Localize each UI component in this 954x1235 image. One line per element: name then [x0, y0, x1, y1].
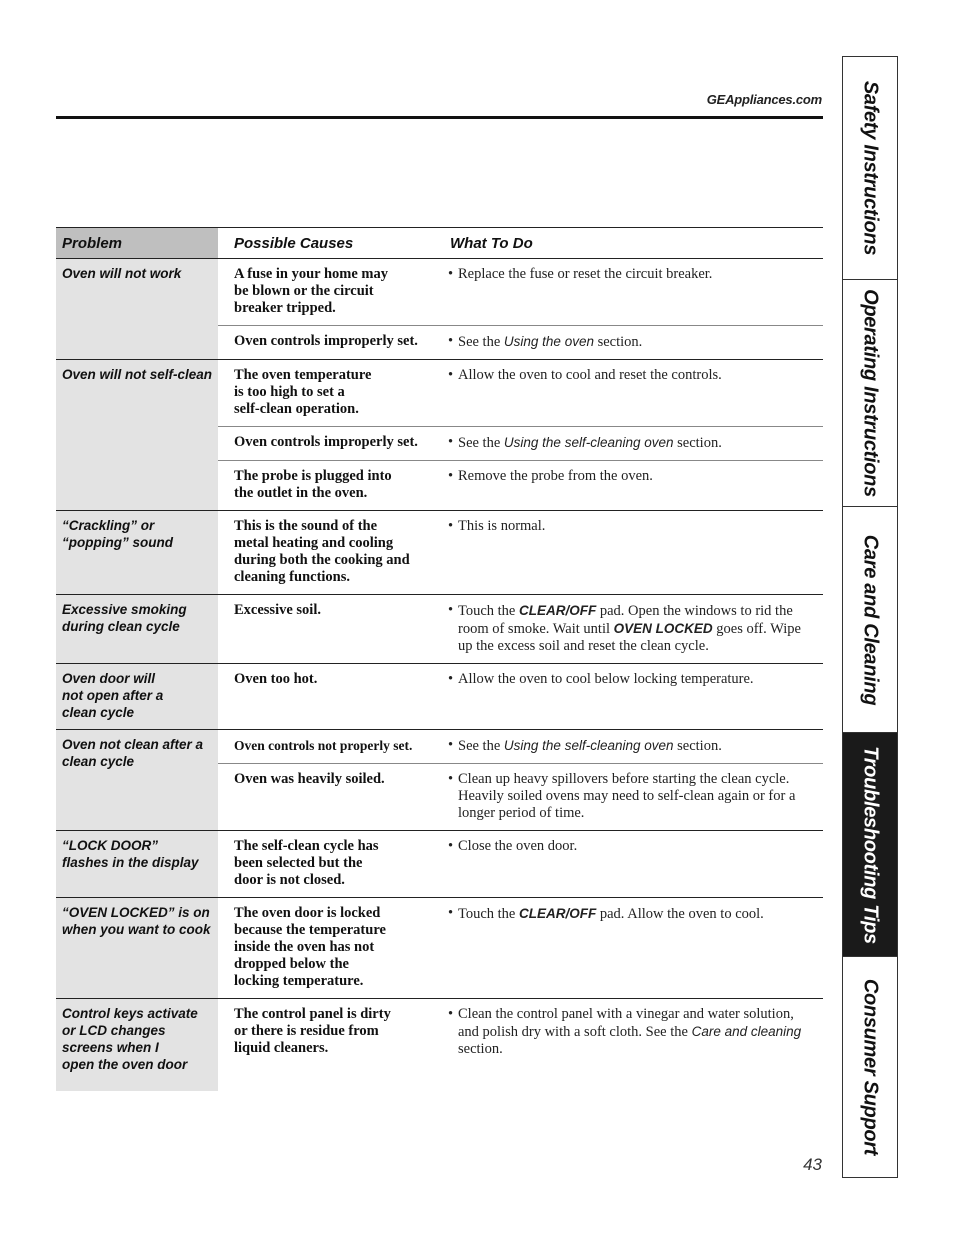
todo-text: See the [458, 738, 504, 754]
table-row [56, 831, 823, 898]
todo-cell [434, 326, 823, 360]
todo-text: Touch the [458, 906, 519, 922]
tab-label: Operating Instructions [859, 289, 882, 497]
tab-operating-instructions[interactable] [843, 280, 897, 507]
table-row [56, 664, 823, 730]
clear-off-pad-label: CLEAR/OFF [519, 906, 597, 921]
todo-text: Clean up heavy spillovers before starting the clean cycle. Heavily soiled ovens may need to self-clean again or for a longer period of time. [458, 771, 796, 821]
todo-text: pad. Open the windows to rid the room of smoke. Wait until [458, 603, 793, 637]
column-header-what-to-do: What To Do [434, 228, 823, 259]
bullet-icon: • [448, 1006, 454, 1022]
todo-cell [434, 999, 823, 1092]
bullet-icon: • [448, 771, 454, 787]
header-rule [56, 116, 823, 119]
cause-cell: Oven controls improperly set. [218, 326, 434, 360]
table-row [56, 898, 823, 999]
section-reference: Using the self-cleaning oven [503, 738, 674, 753]
cause-cell: The control panel is dirty or there is residue from liquid cleaners. [234, 1006, 391, 1056]
problem-cell: Oven door will not open after a clean cycle [56, 664, 218, 730]
cause-cell: Oven too hot. [218, 664, 434, 730]
bullet-icon: • [448, 838, 454, 854]
table-row [56, 730, 823, 764]
todo-cell [434, 360, 823, 427]
problem-cell: “Crackling” or “popping” sound [56, 511, 218, 595]
cause-cell: The self-clean cycle has been selected but the door is not closed. [218, 831, 434, 898]
table-row [56, 595, 823, 664]
todo-text: Clean the control panel with a vinegar and water solution, and polish dry with a soft cloth. See the [458, 1006, 794, 1040]
bullet-icon: • [448, 434, 454, 450]
oven-locked-label: OVEN LOCKED [613, 621, 713, 636]
cause-cell: A fuse in your home may be blown or the circuit breaker tripped. [218, 259, 434, 326]
bullet-icon: • [448, 737, 454, 753]
bullet-icon: • [448, 518, 454, 534]
todo-cell [434, 831, 823, 898]
todo-text: section. [593, 334, 643, 350]
section-tabs [842, 56, 898, 1178]
tab-label: Care and Cleaning [859, 534, 882, 705]
todo-text: pad. Allow the oven to cool. [596, 906, 764, 922]
todo-text: This is normal. [458, 518, 546, 534]
cause-cell: This is the sound of the metal heating and cooling during both the cooking and cleaning functions. [218, 511, 434, 595]
problem-cell: Oven not clean after a clean cycle [56, 730, 218, 831]
tab-troubleshooting-tips[interactable] [843, 733, 897, 957]
cause-cell: Oven controls improperly set. [218, 427, 434, 461]
table-row [56, 511, 823, 595]
todo-text: Replace the fuse or reset the circuit breaker. [458, 266, 713, 282]
website-url: GEAppliances.com [706, 92, 822, 107]
todo-text: section. [458, 1041, 503, 1057]
todo-text: Allow the oven to cool below locking temperature. [458, 671, 754, 687]
problem-cell: Oven will not self-clean [56, 360, 218, 511]
problem-cell: Excessive smoking during clean cycle [56, 595, 218, 664]
todo-text: Allow the oven to cool and reset the controls. [458, 367, 722, 383]
todo-cell [434, 427, 823, 461]
cause-cell: Oven controls not properly set. [218, 730, 434, 764]
todo-cell [434, 764, 823, 831]
tab-consumer-support[interactable] [843, 957, 897, 1177]
tab-label: Troubleshooting Tips [859, 745, 882, 944]
table-row [56, 999, 823, 1092]
todo-cell [434, 730, 823, 764]
section-reference: Using the self-cleaning oven [503, 435, 674, 450]
todo-cell [434, 511, 823, 595]
column-header-possible-causes: Possible Causes [218, 228, 434, 259]
todo-text: Close the oven door. [458, 838, 578, 854]
bullet-icon: • [448, 468, 454, 484]
tab-label: Safety Instructions [859, 80, 882, 256]
cause-cell: The oven door is locked because the temperature inside the oven has not dropped below the locking temperature. [218, 898, 434, 999]
clear-off-pad-label: CLEAR/OFF [519, 603, 597, 618]
tab-label: Consumer Support [859, 978, 882, 1156]
section-reference: Using the oven [503, 334, 594, 349]
problem-cell: “LOCK DOOR” flashes in the display [56, 831, 218, 898]
todo-text: Touch the [458, 603, 519, 619]
bullet-icon: • [448, 671, 454, 687]
section-reference: Care and cleaning [691, 1024, 802, 1039]
problem-cell: “OVEN LOCKED” is on when you want to cook [56, 898, 218, 999]
todo-cell [434, 461, 823, 511]
troubleshooting-table [56, 227, 823, 1091]
cause-cell: The oven temperature is too high to set a self-clean operation. [218, 360, 434, 427]
todo-cell [434, 898, 823, 999]
bullet-icon: • [448, 266, 454, 282]
cause-cell: The probe is plugged into the outlet in the oven. [218, 461, 434, 511]
todo-text: goes off. Wipe up the excess soil and reset the clean cycle. [458, 621, 801, 654]
bullet-icon: • [448, 333, 454, 349]
tab-safety-instructions[interactable] [843, 57, 897, 280]
todo-text: section. [673, 738, 722, 754]
table-row [56, 360, 823, 427]
cause-cell: Excessive soil. [218, 595, 434, 664]
todo-text: Remove the probe from the oven. [458, 468, 653, 484]
table-row [56, 259, 823, 326]
todo-cell [434, 259, 823, 326]
todo-text: See the [458, 435, 504, 451]
todo-text: section. [673, 435, 722, 451]
column-header-problem: Problem [56, 228, 218, 259]
tab-care-and-cleaning[interactable] [843, 507, 897, 733]
problem-cell: Oven will not work [56, 259, 218, 360]
cause-cell: Oven was heavily soiled. [218, 764, 434, 831]
page-number: 43 [803, 1155, 822, 1174]
bullet-icon: • [448, 367, 454, 383]
todo-cell [434, 595, 823, 664]
todo-text: See the [458, 334, 504, 350]
todo-cell [434, 664, 823, 730]
bullet-icon: • [448, 905, 454, 921]
bullet-icon: • [448, 602, 454, 618]
problem-cell: Control keys activate or LCD changes screens when I open the oven door [56, 999, 218, 1092]
